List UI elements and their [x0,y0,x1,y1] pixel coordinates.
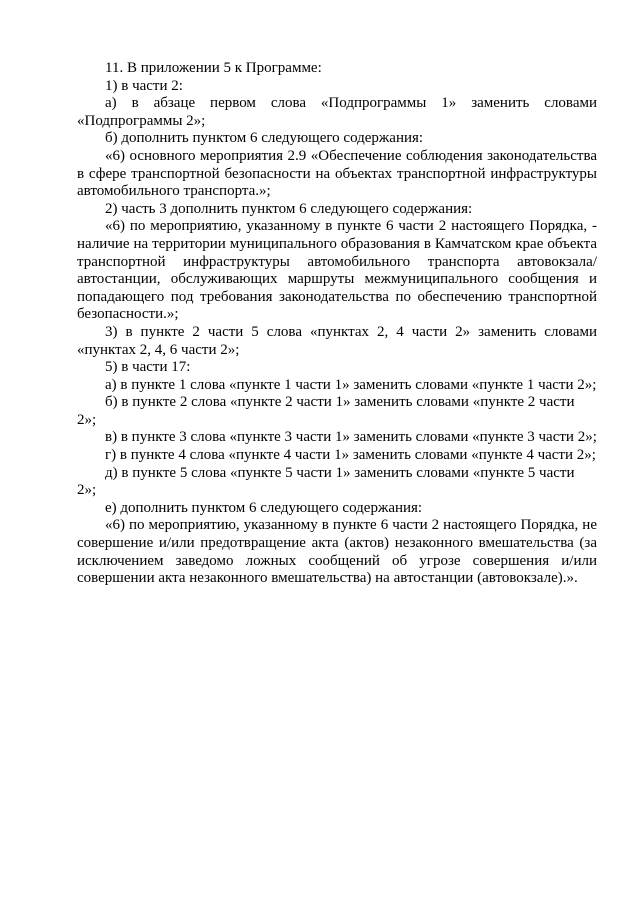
paragraph-b-add: б) дополнить пунктом 6 следующего содержания: [105,130,424,147]
paragraph-17-g: г) в пункте 4 слова «пункте 4 части 1» заменить словами «пункте 4 части 2»; [105,447,596,464]
paragraph-17-v: в) в пункте 3 слова «пункте 3 части 1» заменить словами «пункте 3 части 2»; [105,429,597,446]
paragraph-17-b: б) в пункте 2 слова «пункте 2 части 1» заменить словами «пункте 2 части 2»; [77,394,575,428]
paragraph-quote-6-event-start: «6) по мероприятию, указанному в пункте 6 части 2 настоящего Порядка, - [105,218,597,235]
paragraph-item-3-replace: 3) в пункте 2 части 5 слова «пунктах 2, 4 части 2» заменить словами «пунктах 2, 4, 6 части 2»; [77,323,597,358]
paragraph-quote-6-event-body: наличие на территории муниципального образования в Камчатском крае объекта транспортной инфраструктуры автомобильного транспорта автовокзала/автостанции, обслуживающих маршруты межмуниципального сообщения и попадающего под требования законодательства по обеспечению транспортной безопасности.»; [77,235,597,323]
paragraph-17-d: д) в пункте 5 слова «пункте 5 части 1» заменить словами «пункте 5 части 2»; [77,464,575,499]
paragraph-quote-6-final: «6) по мероприятию, указанному в пункте 6 части 2 настоящего Порядка, не совершение и/или предотвращение акта (актов) незаконного вмешательства (за исключением заведомо ложных сообщений об угрозе совершения и/или совершении акта незаконного вмешательства) на автостанции (автовокзале).». [77,517,597,587]
paragraph-item-11: 11. В приложении 5 к Программе: [105,60,322,76]
document-body [77,60,597,588]
paragraph-17-a: а) в пункте 1 слова «пункте 1 части 1» заменить словами «пункте 1 части 2»; [105,376,597,393]
paragraph-17-e: е) дополнить пунктом 6 следующего содержания: [105,499,423,516]
paragraph-part-3-add: 2) часть 3 дополнить пунктом 6 следующего содержания: [105,200,473,217]
paragraph-part-17: 5) в части 17: [105,359,191,376]
paragraph-part-2: 1) в части 2: [105,77,183,94]
paragraph-quote-6-main-event: «6) основного мероприятия 2.9 «Обеспечение соблюдения законодательства в сфере транспортной безопасности на объектах транспортной инфраструктуры автомобильного транспорта.»; [77,147,597,200]
paragraph-a-replace: а) в абзаце первом слова «Подпрограммы 1» заменить словами «Подпрограммы 2»; [77,95,597,129]
